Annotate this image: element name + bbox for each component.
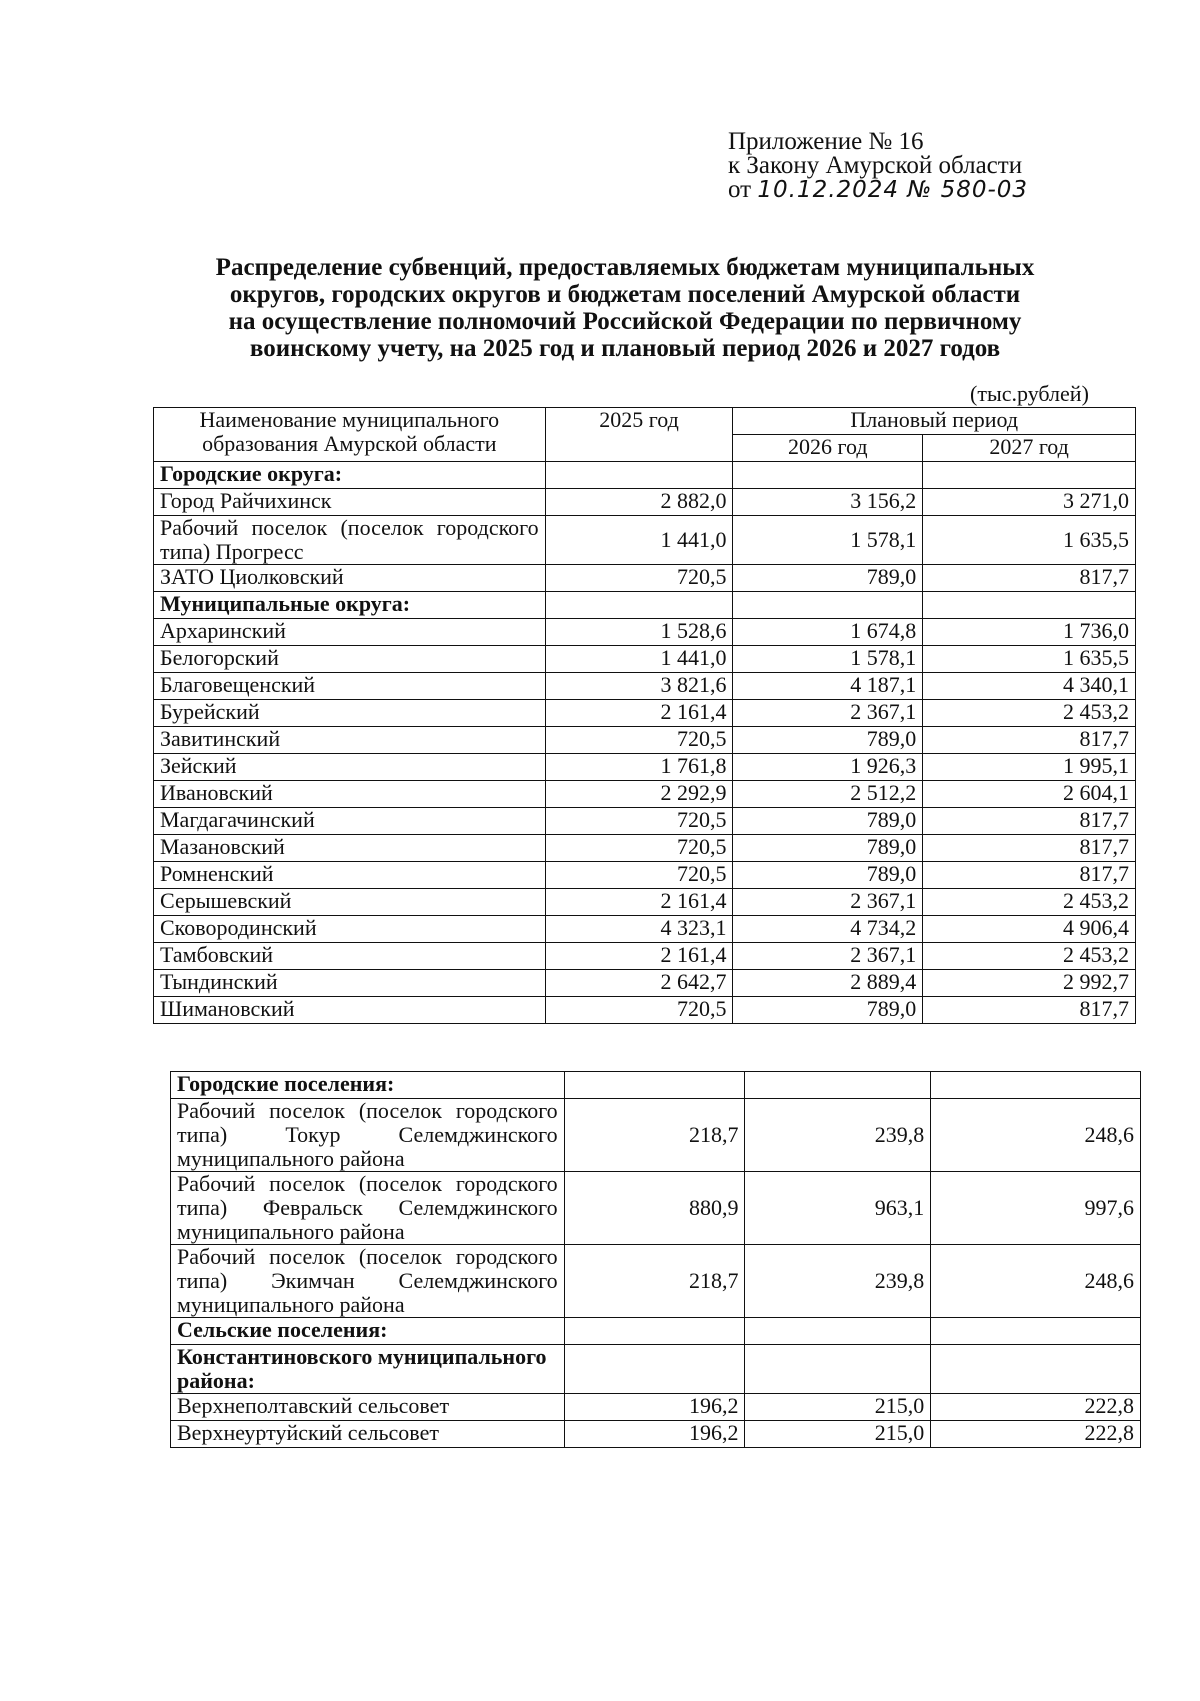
value-2027: 817,7 (923, 727, 1136, 754)
table-row (171, 1421, 1141, 1448)
subventions-table-part-2 (170, 1071, 1141, 1448)
table-row (154, 516, 1136, 565)
header-row-1 (154, 408, 1136, 435)
value-2027: 222,8 (931, 1421, 1141, 1448)
empty-cell (733, 592, 923, 619)
value-2026: 789,0 (733, 862, 923, 889)
table-row (154, 889, 1136, 916)
value-2025: 3 821,6 (545, 673, 733, 700)
value-2027: 222,8 (931, 1394, 1141, 1421)
value-2025: 2 161,4 (545, 700, 733, 727)
municipality-name: Бурейский (154, 700, 546, 727)
municipality-name: Мазановский (154, 835, 546, 862)
value-2027: 1 635,5 (923, 646, 1136, 673)
municipality-name: Завитинский (154, 727, 546, 754)
municipality-name: Тындинский (154, 970, 546, 997)
empty-cell (564, 1072, 745, 1099)
value-2025: 218,7 (564, 1099, 745, 1172)
empty-cell (564, 1318, 745, 1345)
value-2025: 196,2 (564, 1421, 745, 1448)
municipality-name: ЗАТО Циолковский (154, 565, 546, 592)
value-2026: 789,0 (733, 997, 923, 1024)
value-2027: 3 271,0 (923, 489, 1136, 516)
value-2027: 2 453,2 (923, 943, 1136, 970)
section-title: Городские поселения: (171, 1072, 565, 1099)
value-2025: 720,5 (545, 808, 733, 835)
value-2027: 2 453,2 (923, 700, 1136, 727)
value-2025: 196,2 (564, 1394, 745, 1421)
value-2025: 2 882,0 (545, 489, 733, 516)
municipality-name: Зейский (154, 754, 546, 781)
table-row (154, 619, 1136, 646)
value-2026: 1 926,3 (733, 754, 923, 781)
value-2025: 1 761,8 (545, 754, 733, 781)
value-2026: 1 578,1 (733, 516, 923, 565)
value-2026: 789,0 (733, 727, 923, 754)
table-row (154, 943, 1136, 970)
table-row (154, 808, 1136, 835)
value-2027: 248,6 (931, 1245, 1141, 1318)
title-line-4: воинскому учету, на 2025 год и плановый период 2026 и 2027 годов (249, 335, 1001, 362)
value-2027: 4 906,4 (923, 916, 1136, 943)
table-row (154, 646, 1136, 673)
table-row (154, 700, 1136, 727)
empty-cell (745, 1318, 931, 1345)
empty-cell (745, 1345, 931, 1394)
appendix-block (728, 130, 1028, 202)
title-line-3: на осуществление полномочий Российской Федерации по первичному (228, 308, 1022, 335)
table-row (154, 862, 1136, 889)
title-line-1: Распределение субвенций, предоставляемых бюджетам муниципальных (215, 254, 1035, 281)
section-title: Муниципальные округа: (154, 592, 546, 619)
table-1-body (154, 408, 1136, 1024)
table-row (171, 1172, 1141, 1245)
municipality-name: Верхнеполтавский сельсовет (171, 1394, 565, 1421)
empty-cell (733, 462, 923, 489)
header-2027: 2027 год (923, 435, 1136, 462)
municipality-name: Серышевский (154, 889, 546, 916)
municipality-name: Рабочий поселок (поселок городского типа) Экимчан Селемджинского муниципального района (171, 1245, 565, 1318)
value-2026: 2 512,2 (733, 781, 923, 808)
table-row (154, 754, 1136, 781)
municipality-name: Рабочий поселок (поселок городского типа) Февральск Селемджинского муниципального района (171, 1172, 565, 1245)
value-2025: 1 441,0 (545, 646, 733, 673)
table-row (154, 970, 1136, 997)
value-2025: 218,7 (564, 1245, 745, 1318)
value-2026: 239,8 (745, 1099, 931, 1172)
empty-cell (545, 462, 733, 489)
appendix-number: Приложение № 16 (728, 128, 924, 155)
appendix-law: к Закону Амурской области (728, 152, 1023, 179)
section-title-row (154, 462, 1136, 489)
value-2027: 248,6 (931, 1099, 1141, 1172)
value-2025: 1 441,0 (545, 516, 733, 565)
empty-cell (931, 1345, 1141, 1394)
municipality-name: Ивановский (154, 781, 546, 808)
municipality-name: Рабочий поселок (поселок городского типа) Прогресс (154, 516, 546, 565)
section-title: Сельские поселения: (171, 1318, 565, 1345)
value-2026: 789,0 (733, 835, 923, 862)
municipality-name: Верхнеуртуйский сельсовет (171, 1421, 565, 1448)
value-2025: 1 528,6 (545, 619, 733, 646)
header-2025: 2025 год (545, 408, 733, 462)
title-line-2: округов, городских округов и бюджетам поселений Амурской области (229, 281, 1021, 308)
table-row (171, 1099, 1141, 1172)
value-2027: 817,7 (923, 808, 1136, 835)
appendix-date-line (728, 178, 1028, 202)
section-subtitle-row (171, 1345, 1141, 1394)
section-title-row (171, 1318, 1141, 1345)
section-title: Городские округа: (154, 462, 546, 489)
table-2-body (171, 1072, 1141, 1448)
empty-cell (923, 592, 1136, 619)
value-2027: 817,7 (923, 862, 1136, 889)
section-subtitle: Константиновского муниципального района: (171, 1345, 565, 1394)
empty-cell (545, 592, 733, 619)
table-row (154, 673, 1136, 700)
header-planned-period: Плановый период (733, 408, 1136, 435)
value-2026: 4 187,1 (733, 673, 923, 700)
value-2025: 720,5 (545, 727, 733, 754)
value-2027: 817,7 (923, 997, 1136, 1024)
header-name-cell (154, 408, 546, 462)
table-row (154, 727, 1136, 754)
municipality-name: Рабочий поселок (поселок городского типа) Токур Селемджинского муниципального района (171, 1099, 565, 1172)
header-name-line-1: Наименование муниципального (199, 407, 500, 432)
municipality-name: Благовещенский (154, 673, 546, 700)
municipality-name: Тамбовский (154, 943, 546, 970)
value-2026: 215,0 (745, 1394, 931, 1421)
value-2027: 1 736,0 (923, 619, 1136, 646)
value-2026: 4 734,2 (733, 916, 923, 943)
table-row (154, 997, 1136, 1024)
value-2026: 2 367,1 (733, 889, 923, 916)
table-row (171, 1245, 1141, 1318)
value-2025: 720,5 (545, 997, 733, 1024)
empty-cell (931, 1072, 1141, 1099)
empty-cell (564, 1345, 745, 1394)
municipality-name: Шимановский (154, 997, 546, 1024)
municipality-name: Сковородинский (154, 916, 546, 943)
value-2025: 2 642,7 (545, 970, 733, 997)
value-2025: 2 161,4 (545, 943, 733, 970)
value-2025: 720,5 (545, 565, 733, 592)
value-2025: 4 323,1 (545, 916, 733, 943)
value-2027: 817,7 (923, 835, 1136, 862)
value-2026: 1 578,1 (733, 646, 923, 673)
value-2027: 2 604,1 (923, 781, 1136, 808)
table-row (154, 565, 1136, 592)
value-2026: 963,1 (745, 1172, 931, 1245)
value-2027: 2 453,2 (923, 889, 1136, 916)
value-2027: 817,7 (923, 565, 1136, 592)
handwritten-date-number: 10.12.2024 № 580-03 (757, 177, 1029, 203)
value-2025: 2 292,9 (545, 781, 733, 808)
table-row (154, 916, 1136, 943)
value-2026: 789,0 (733, 808, 923, 835)
appendix-date-prefix: от (728, 176, 752, 203)
table-row (154, 489, 1136, 516)
value-2026: 3 156,2 (733, 489, 923, 516)
subventions-table-part-1 (153, 407, 1136, 1024)
value-2027: 4 340,1 (923, 673, 1136, 700)
empty-cell (923, 462, 1136, 489)
table-row (154, 781, 1136, 808)
empty-cell (931, 1318, 1141, 1345)
value-2027: 1 995,1 (923, 754, 1136, 781)
value-2025: 2 161,4 (545, 889, 733, 916)
table-row (171, 1394, 1141, 1421)
value-2027: 997,6 (931, 1172, 1141, 1245)
municipality-name: Магдагачинский (154, 808, 546, 835)
value-2025: 880,9 (564, 1172, 745, 1245)
value-2025: 720,5 (545, 862, 733, 889)
value-2026: 2 367,1 (733, 700, 923, 727)
value-2026: 789,0 (733, 565, 923, 592)
value-2025: 720,5 (545, 835, 733, 862)
header-2026: 2026 год (733, 435, 923, 462)
value-2027: 2 992,7 (923, 970, 1136, 997)
value-2026: 215,0 (745, 1421, 931, 1448)
value-2026: 2 889,4 (733, 970, 923, 997)
section-title-row (154, 592, 1136, 619)
value-2027: 1 635,5 (923, 516, 1136, 565)
value-2026: 1 674,8 (733, 619, 923, 646)
document-title (140, 254, 1110, 362)
value-2026: 239,8 (745, 1245, 931, 1318)
header-name-line-2: образования Амурской области (202, 431, 497, 456)
units-label: (тыс.рублей) (970, 381, 1089, 406)
municipality-name: Архаринский (154, 619, 546, 646)
value-2026: 2 367,1 (733, 943, 923, 970)
municipality-name: Белогорский (154, 646, 546, 673)
table-row (154, 835, 1136, 862)
empty-cell (745, 1072, 931, 1099)
municipality-name: Ромненский (154, 862, 546, 889)
section-title-row (171, 1072, 1141, 1099)
municipality-name: Город Райчихинск (154, 489, 546, 516)
